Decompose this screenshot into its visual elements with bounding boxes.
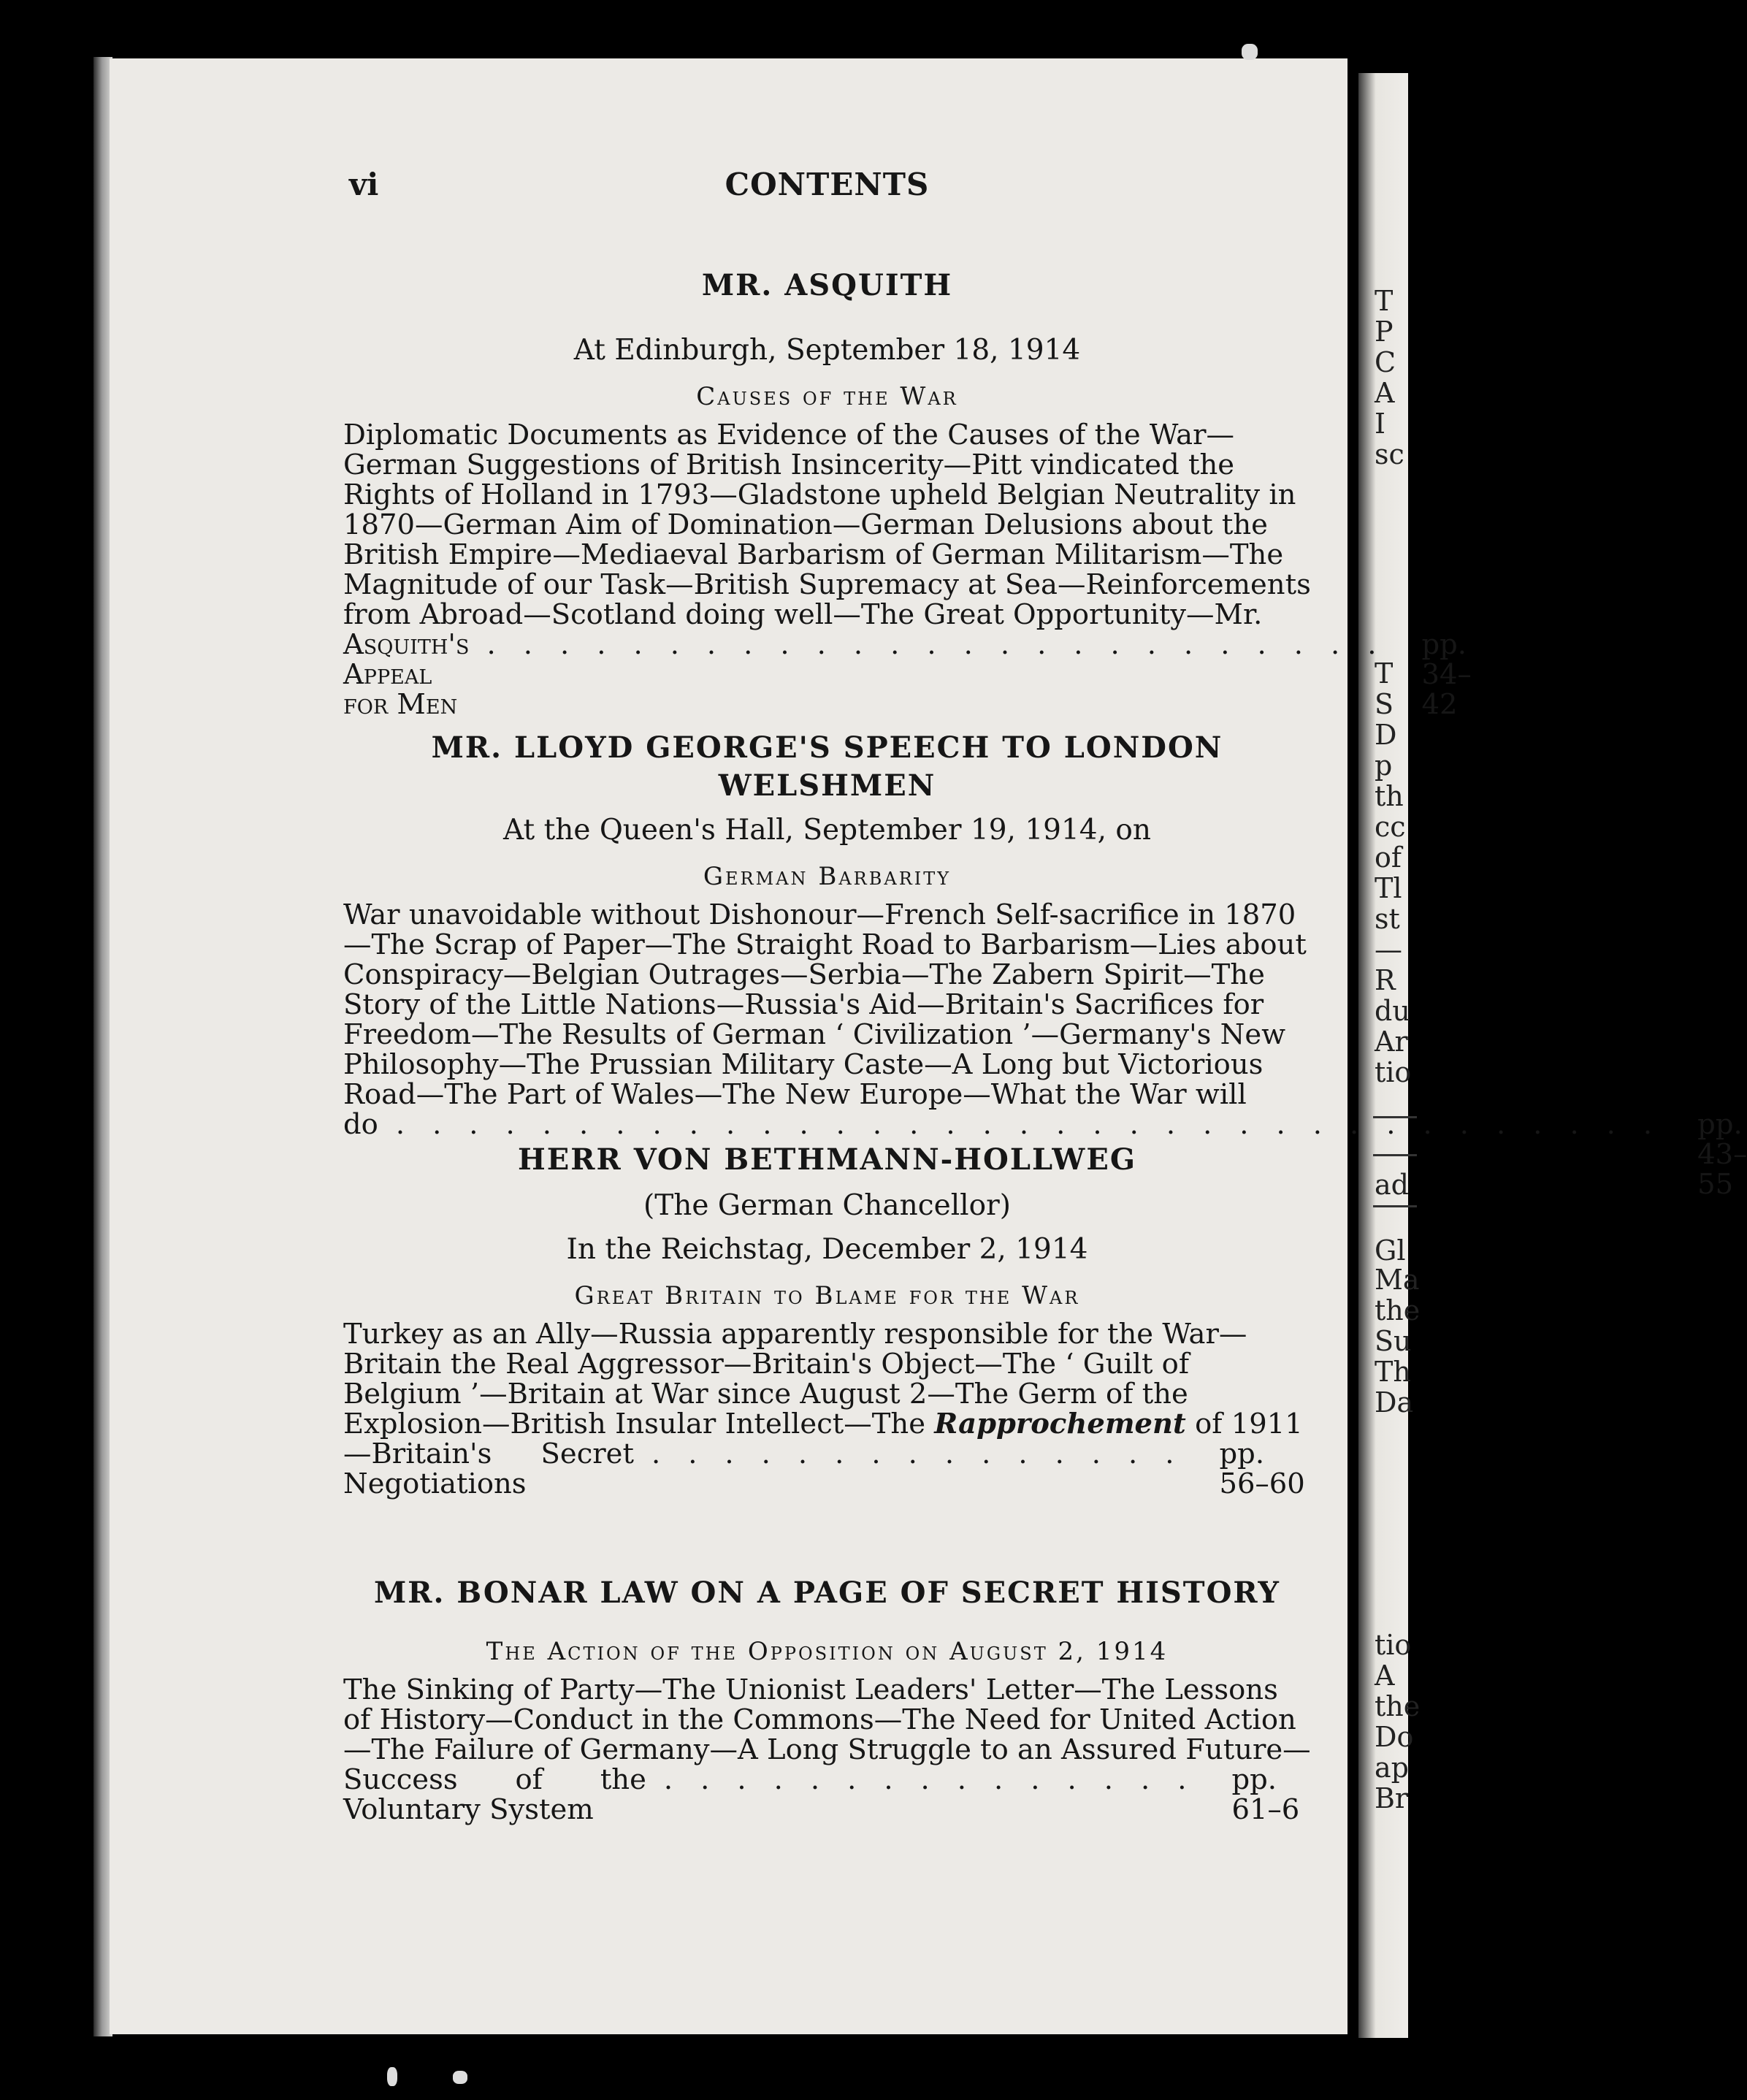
- summary-line: Rights of Holland in 1793—Gladstone upheld Belgian Neutrality in: [343, 478, 1296, 511]
- summary-line: Magnitude of our Task—British Supremacy at Sea—Reinforcements: [343, 568, 1311, 601]
- summary-line: 1870—German Aim of Domination—German Delusions about the: [343, 508, 1268, 541]
- occasion-line: In the Reichstag, December 2, 1914: [566, 1233, 1088, 1266]
- facing-page-fragment: du: [1375, 995, 1410, 1027]
- facing-page-fragment: st: [1375, 903, 1400, 935]
- facing-page-fragment: Tl: [1375, 872, 1402, 904]
- entry-summary: [343, 1319, 1311, 1499]
- summary-line: Conspiracy—Belgian Outrages—Serbia—The Zabern Spirit—The: [343, 958, 1265, 991]
- summary-text: of 1911: [1185, 1408, 1303, 1440]
- page-reference: pp. 61–6: [1231, 1763, 1300, 1826]
- page-reference: pp. 34–42: [1421, 628, 1472, 721]
- summary-line: The Sinking of Party—The Unionist Leaders' Letter—The Lessons: [343, 1673, 1278, 1706]
- summary-line: —The Failure of Germany—A Long Struggle to an Assured Future—: [343, 1733, 1311, 1766]
- facing-page-fragment: R: [1375, 964, 1396, 996]
- speaker-heading: HERR VON BETHMANN-HOLLWEG: [518, 1142, 1136, 1177]
- leader-dots: ...............: [663, 1763, 1215, 1796]
- leader-dots: .........................: [486, 628, 1404, 661]
- leader-dots: ...................................: [395, 1108, 1681, 1141]
- page-reference: pp. 56–60: [1219, 1437, 1305, 1500]
- summary-line: German Suggestions of British Insincerity—Pitt vindicated the: [343, 448, 1235, 481]
- summary-line: British Empire—Mediaeval Barbarism of German Militarism—The: [343, 538, 1284, 571]
- summary-line: Britain the Real Aggressor—Britain's Object—The ‘ Guilt of: [343, 1348, 1190, 1381]
- facing-page-edge: [1358, 73, 1421, 2038]
- summary-line: —The Scrap of Paper—The Straight Road to Barbarism—Lies about: [343, 928, 1307, 961]
- summary-line-end: —Britain's Secret Negotiations: [343, 1437, 634, 1500]
- facing-page-fragment: T: [1375, 285, 1394, 317]
- facing-page-fragment: cc: [1375, 811, 1406, 843]
- running-head: CONTENTS: [725, 167, 930, 202]
- leader-dots: ...............: [651, 1437, 1202, 1470]
- summary-line: Diplomatic Documents as Evidence of the Causes of the War—: [343, 419, 1234, 451]
- summary-text: Explosion—British Insular Intellect—The: [343, 1408, 935, 1440]
- page-reference: pp. 43–55: [1697, 1108, 1747, 1201]
- summary-line: Road—The Part of Wales—The New Europe—What the War will: [343, 1078, 1247, 1111]
- contents-entry-bonar-law: [343, 1574, 1311, 1825]
- facing-page-fragment: tio: [1375, 1629, 1412, 1661]
- entry-summary: [343, 1675, 1311, 1825]
- summary-last-line: [343, 628, 1472, 721]
- facing-page-fragment: Do: [1375, 1721, 1414, 1753]
- facing-page-fragment: ad: [1375, 1169, 1409, 1201]
- facing-page-fragment: P: [1375, 316, 1394, 348]
- topic-heading: Great Britain to Blame for the War: [574, 1281, 1080, 1310]
- facing-page-rule: [1373, 1154, 1417, 1156]
- facing-page-fragment: A: [1375, 1660, 1395, 1692]
- facing-page-fragment: Ar: [1375, 1026, 1408, 1058]
- summary-line-end: Success of the Voluntary System: [343, 1763, 646, 1826]
- summary-line: Philosophy—The Prussian Military Caste—A Long but Victorious: [343, 1048, 1264, 1081]
- facing-page-fragment: Br: [1375, 1782, 1409, 1814]
- occasion-line: At the Queen's Hall, September 19, 1914, on: [503, 814, 1151, 847]
- summary-line: Story of the Little Nations—Russia's Aid—Britain's Sacrifices for: [343, 988, 1264, 1021]
- contents-entry-asquith: [343, 267, 1472, 721]
- scan-speck: [1242, 44, 1258, 60]
- facing-page-fragment: the: [1375, 1690, 1421, 1722]
- facing-page-fragment: —: [1375, 933, 1402, 966]
- facing-page-fragment: p: [1375, 749, 1393, 782]
- topic-heading: Causes of the War: [696, 382, 958, 411]
- facing-page-fragment: Ma: [1375, 1264, 1420, 1296]
- italic-term: Rapprochement: [934, 1408, 1186, 1440]
- facing-page-fragment: Gl: [1375, 1234, 1406, 1267]
- summary-line: of History—Conduct in the Commons—The Need for United Action: [343, 1703, 1296, 1736]
- page-number: vi: [349, 167, 379, 202]
- facing-page-fragment: C: [1375, 346, 1396, 378]
- scan-speck: [453, 2071, 467, 2084]
- summary-line: Turkey as an Ally—Russia apparently responsible for the War—: [343, 1318, 1247, 1351]
- facing-page-fragment: D: [1375, 719, 1397, 751]
- facing-page-fragment: the: [1375, 1294, 1421, 1326]
- facing-page-fragment: th: [1375, 780, 1404, 812]
- summary-line: [343, 1409, 1311, 1439]
- summary-line: Belgium ’—Britain at War since August 2—The Germ of the: [343, 1378, 1188, 1410]
- summary-last-line: [343, 1765, 1311, 1825]
- chancellor-subtitle: (The German Chancellor): [643, 1189, 1011, 1222]
- facing-page-fragment: sc: [1375, 438, 1404, 470]
- facing-page-fragment: Su: [1375, 1325, 1412, 1357]
- occasion-line: At Edinburgh, September 18, 1914: [573, 334, 1081, 367]
- facing-page-fragment: S: [1375, 688, 1394, 720]
- entry-summary: [343, 419, 1472, 721]
- facing-page-fragment: T: [1375, 657, 1394, 690]
- facing-page-fragment: of: [1375, 841, 1402, 874]
- facing-page-fragment: Th: [1375, 1356, 1411, 1388]
- summary-line-end: do: [343, 1108, 378, 1141]
- facing-page-fragment: tio: [1375, 1056, 1412, 1088]
- topic-heading: German Barbarity: [703, 862, 952, 891]
- speaker-heading: MR. BONAR LAW ON A PAGE OF SECRET HISTORY: [374, 1576, 1280, 1610]
- summary-line-end: Asquith's Appeal for Men: [343, 628, 470, 721]
- facing-page-fragment: ap: [1375, 1752, 1409, 1784]
- facing-page-fragment: I: [1375, 408, 1386, 440]
- facing-page-rule: [1373, 1205, 1417, 1207]
- scan-speck: [387, 2067, 397, 2086]
- contents-entry-bethmann-hollweg: [343, 1141, 1311, 1499]
- facing-page-fragment: A: [1375, 377, 1395, 409]
- summary-last-line: [343, 1439, 1311, 1499]
- summary-line: Freedom—The Results of German ‘ Civilization ’—Germany's New: [343, 1018, 1286, 1051]
- speaker-heading: MR. ASQUITH: [701, 268, 953, 302]
- summary-line: War unavoidable without Dishonour—French Self-sacrifice in 1870: [343, 898, 1296, 931]
- summary-line: from Abroad—Scotland doing well—The Great Opportunity—Mr.: [343, 598, 1263, 631]
- speaker-heading: MR. LLOYD GEORGE'S SPEECH TO LONDON WELSHMEN: [431, 730, 1223, 803]
- facing-page-fragment: Da: [1375, 1386, 1414, 1419]
- topic-heading: The Action of the Opposition on August 2, 1914: [486, 1637, 1169, 1666]
